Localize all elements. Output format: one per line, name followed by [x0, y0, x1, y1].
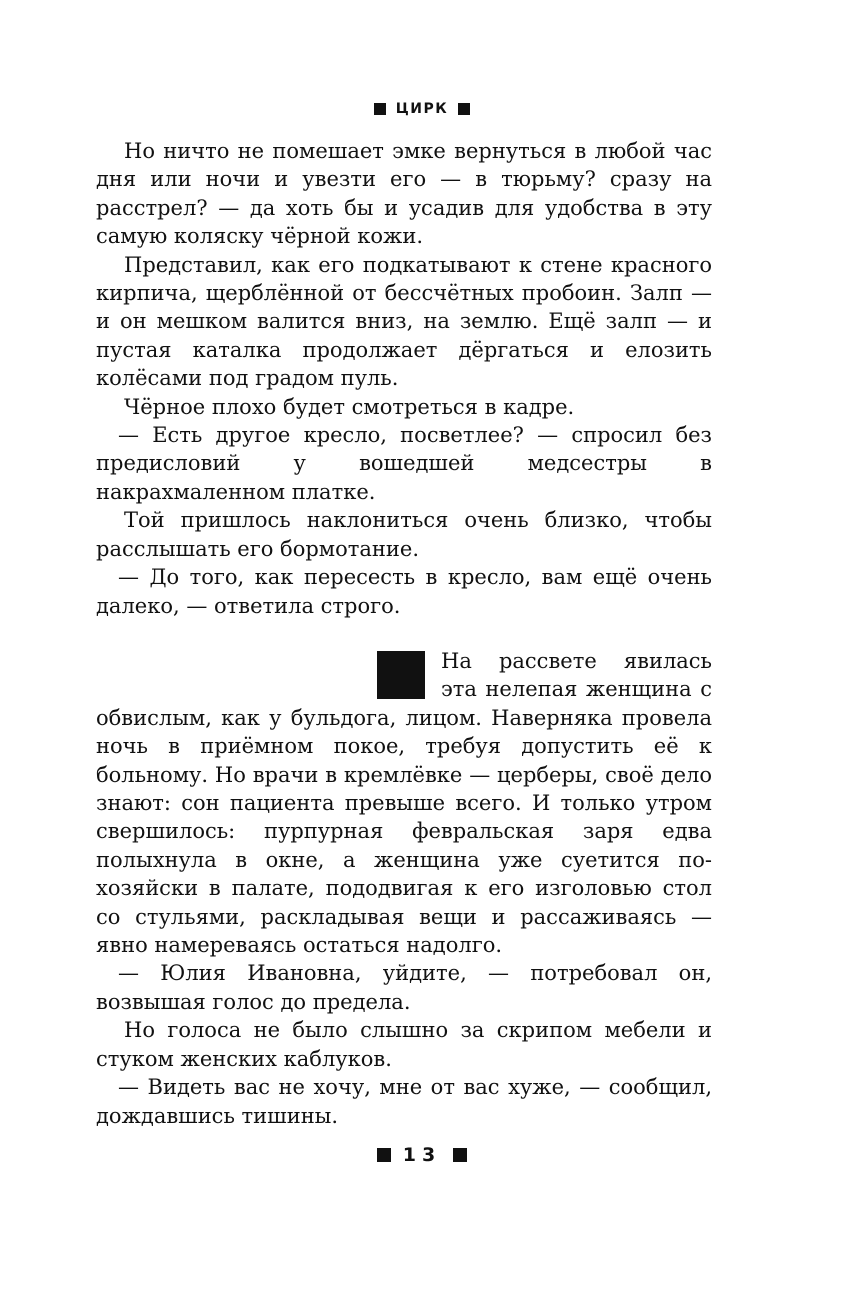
square-bullet-icon — [453, 1148, 467, 1162]
square-bullet-icon — [377, 1148, 391, 1162]
page-number: 13 — [402, 1144, 442, 1166]
paragraph: Той пришлось наклониться очень близко, чтобы расслышать его бормотание. — [96, 508, 712, 561]
text-block-1 — [96, 137, 712, 620]
page-footer — [0, 1144, 844, 1166]
dialogue-paragraph: — До того, как пересесть в кресло, вам ещё очень далеко, — ответила строго. — [96, 565, 712, 618]
paragraph: Но голоса не было слышно за скрипом мебели и стуком женских каблуков. — [96, 1018, 712, 1071]
dialogue-paragraph: — Юлия Ивановна, уйдите, — потребовал он, возвышая голос до предела. — [96, 961, 712, 1014]
paragraph: Чёрное плохо будет смотреться в кадре. — [124, 394, 575, 419]
paragraph: На рассвете явилась эта нелепая женщина с обвислым, как у бульдога, лицом. Наверняка провела ночь в приёмном покое, требуя допустить её к больному. Но врачи в кремлёвке — церберы, своё дело знают: сон пациента превыше всего. И только утром свершилось: пурпурная февральская заря едва полыхнула в окне, а женщина уже суетится по-хозяйски в палате, пододвигая к его изголовью стол со стульями, раскладывая вещи и рассаживаясь — явно намереваясь остаться надолго. — [96, 649, 712, 958]
paragraph: Но ничто не помешает эмке вернуться в любой час дня или ночи и увезти его — в тюрьму? сразу на расстрел? — да хоть бы и усадив для удобства в эту самую коляску чёрной кожи. — [96, 139, 712, 249]
running-title: ЦИРК — [395, 101, 449, 117]
square-bullet-icon — [374, 103, 386, 115]
running-header — [0, 99, 844, 119]
dialogue-paragraph: — Есть другое кресло, посветлее? — спросил без предисловий у вошедшей медсестры в накрахмаленном платке. — [96, 423, 712, 504]
text-block-2 — [96, 647, 712, 1130]
section-mark-square-icon — [377, 651, 425, 699]
dialogue-paragraph: — Видеть вас не хочу, мне от вас хуже, — сообщил, дождавшись тишины. — [96, 1075, 712, 1128]
paragraph: Представил, как его подкатывают к стене красного кирпича, щерблённой от бессчётных пробоин. Залп — и он мешком валится вниз, на землю. Ещё залп — и пустая каталка продолжает дёргаться и елозить колёсами под градом пуль. — [96, 252, 712, 391]
square-bullet-icon — [458, 103, 470, 115]
